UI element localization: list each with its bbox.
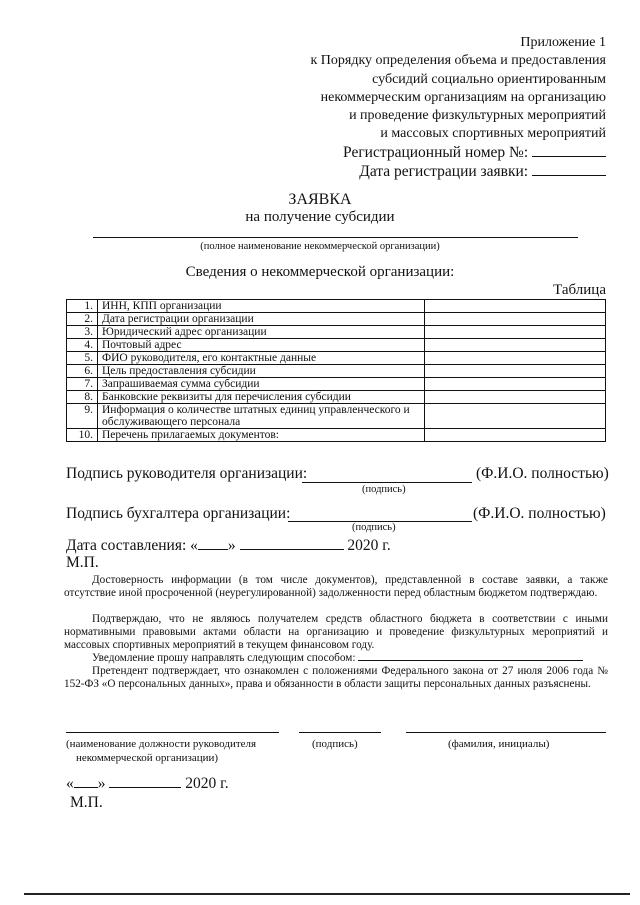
row-name: Цель предоставления субсидии [98, 365, 425, 378]
bottom-date-row [66, 775, 229, 793]
compile-day-field[interactable] [198, 549, 228, 550]
table-row [67, 429, 606, 442]
accountant-signature-label: Подпись бухгалтера организации: [66, 505, 291, 522]
compile-date-label: Дата составления: « [66, 537, 198, 554]
appendix-line: Приложение 1 [520, 35, 606, 50]
appendix-line: и массовых спортивных мероприятий [380, 126, 606, 142]
section-title: Сведения о некоммерческой организации: [185, 264, 455, 280]
row-number: 3. [67, 326, 98, 339]
compile-date-row [66, 537, 391, 555]
row-number: 1. [67, 300, 98, 313]
page-edge-line [24, 893, 630, 895]
surname-initials-field[interactable] [406, 732, 606, 733]
row-value-cell[interactable] [425, 326, 606, 339]
table-row [67, 300, 606, 313]
row-name: Информация о количестве штатных единиц управленческого и обслуживающего персонала [98, 404, 425, 429]
table-row [67, 339, 606, 352]
bottom-month-field[interactable] [109, 787, 181, 788]
appendix-header [310, 34, 606, 144]
compile-year: 2020 г. [347, 537, 391, 554]
row-value-cell[interactable] [425, 313, 606, 326]
row-number: 4. [67, 339, 98, 352]
head-signature-field[interactable] [302, 482, 472, 483]
row-value-cell[interactable] [425, 378, 606, 391]
table-label: Таблица [553, 282, 606, 298]
position-field[interactable] [66, 732, 279, 733]
row-number: 7. [67, 378, 98, 391]
registration-number-field[interactable] [532, 156, 606, 157]
appendix-line: и проведение физкультурных мероприятий [349, 108, 606, 124]
registration-date-label: Дата регистрации заявки: [359, 163, 529, 180]
row-number: 6. [67, 365, 98, 378]
row-name: Банковские реквизиты для перечисления субсидии [98, 391, 425, 404]
bottom-stamp-label: М.П. [70, 794, 103, 811]
notification-label: Уведомление прошу направлять следующим способом: [92, 652, 356, 664]
row-number: 5. [67, 352, 98, 365]
bottom-date-close-quote: » [97, 775, 106, 792]
row-number: 10. [67, 429, 98, 442]
position-hint-2: некоммерческой организации) [76, 752, 219, 764]
position-hint-1: (наименование должности руководителя [66, 738, 257, 750]
table-row [67, 365, 606, 378]
row-name: ИНН, КПП организации [98, 300, 425, 313]
row-name: Перечень прилагаемых документов: [98, 429, 425, 442]
row-name: ФИО руководителя, его контактные данные [98, 352, 425, 365]
table-row [67, 313, 606, 326]
row-number: 2. [67, 313, 98, 326]
bottom-year: 2020 г. [185, 775, 229, 792]
confirmation-paragraph-2: Подтверждаю, что не являюсь получателем средств областного бюджета в соответствии с иными нормативными правовыми актами области на организацию и проведение физкультурных мероприятий и массовых спортивных мероприятий в текущем финансовом году. [64, 613, 608, 652]
accountant-fio-hint: (Ф.И.О. полностью) [473, 505, 606, 522]
surname-initials-hint: (фамилия, инициалы) [448, 738, 550, 750]
row-value-cell[interactable] [425, 339, 606, 352]
row-value-cell[interactable] [425, 300, 606, 313]
head-signature-hint: (подпись) [362, 484, 406, 495]
appendix-line: некоммерческим организациям на организацию [320, 89, 606, 105]
page-subtitle: на получение субсидии [245, 209, 395, 225]
row-name: Запрашиваемая сумма субсидии [98, 378, 425, 391]
page-title: ЗАЯВКА [288, 191, 352, 208]
bottom-signature-hint: (подпись) [312, 738, 358, 750]
accountant-signature-hint: (подпись) [352, 522, 396, 533]
notification-method-field[interactable] [358, 660, 583, 661]
table-row [67, 352, 606, 365]
row-value-cell[interactable] [425, 365, 606, 378]
bottom-date-open-quote: « [66, 775, 74, 792]
registration-date-row [359, 163, 606, 181]
personal-data-paragraph: Претендент подтверждает, что ознакомлен с положениями Федерального закона от 27 июля 2006 года № 152-ФЗ «О персональных данных», права и обязанности в области защиты персональных данных разъяснены. [64, 665, 608, 691]
info-table [66, 299, 606, 442]
row-value-cell[interactable] [425, 352, 606, 365]
table-row [67, 326, 606, 339]
table-row [67, 391, 606, 404]
confirmation-paragraph-1: Достоверность информации (в том числе документов), представленной в составе заявки, а также отсутствие иной просроченной (неурегулированной) задолженности перед областным бюджетом подтверждаю. [64, 574, 608, 600]
appendix-line: к Порядку определения объема и предоставления [310, 53, 606, 69]
bottom-day-field[interactable] [74, 787, 98, 788]
row-name: Дата регистрации организации [98, 313, 425, 326]
head-signature-label: Подпись руководителя организации: [66, 465, 308, 482]
bottom-signature-field[interactable] [299, 732, 381, 733]
compile-date-close-quote: » [227, 537, 236, 554]
appendix-line: субсидий социально ориентированным [372, 71, 606, 87]
org-name-hint: (полное наименование некоммерческой организации) [200, 241, 440, 252]
org-name-field[interactable] [93, 237, 578, 238]
notification-row [92, 652, 583, 664]
compile-month-field[interactable] [240, 549, 344, 550]
row-name: Почтовый адрес [98, 339, 425, 352]
row-value-cell[interactable] [425, 404, 606, 429]
row-number: 8. [67, 391, 98, 404]
row-name: Юридический адрес организации [98, 326, 425, 339]
head-fio-hint: (Ф.И.О. полностью) [476, 465, 609, 482]
row-number: 9. [67, 404, 98, 429]
table-row [67, 404, 606, 429]
registration-number-label: Регистрационный номер №: [343, 144, 529, 161]
registration-date-field[interactable] [532, 175, 606, 176]
registration-number-row [343, 144, 606, 162]
row-value-cell[interactable] [425, 429, 606, 442]
table-row [67, 378, 606, 391]
row-value-cell[interactable] [425, 391, 606, 404]
stamp-label: М.П. [66, 554, 99, 571]
